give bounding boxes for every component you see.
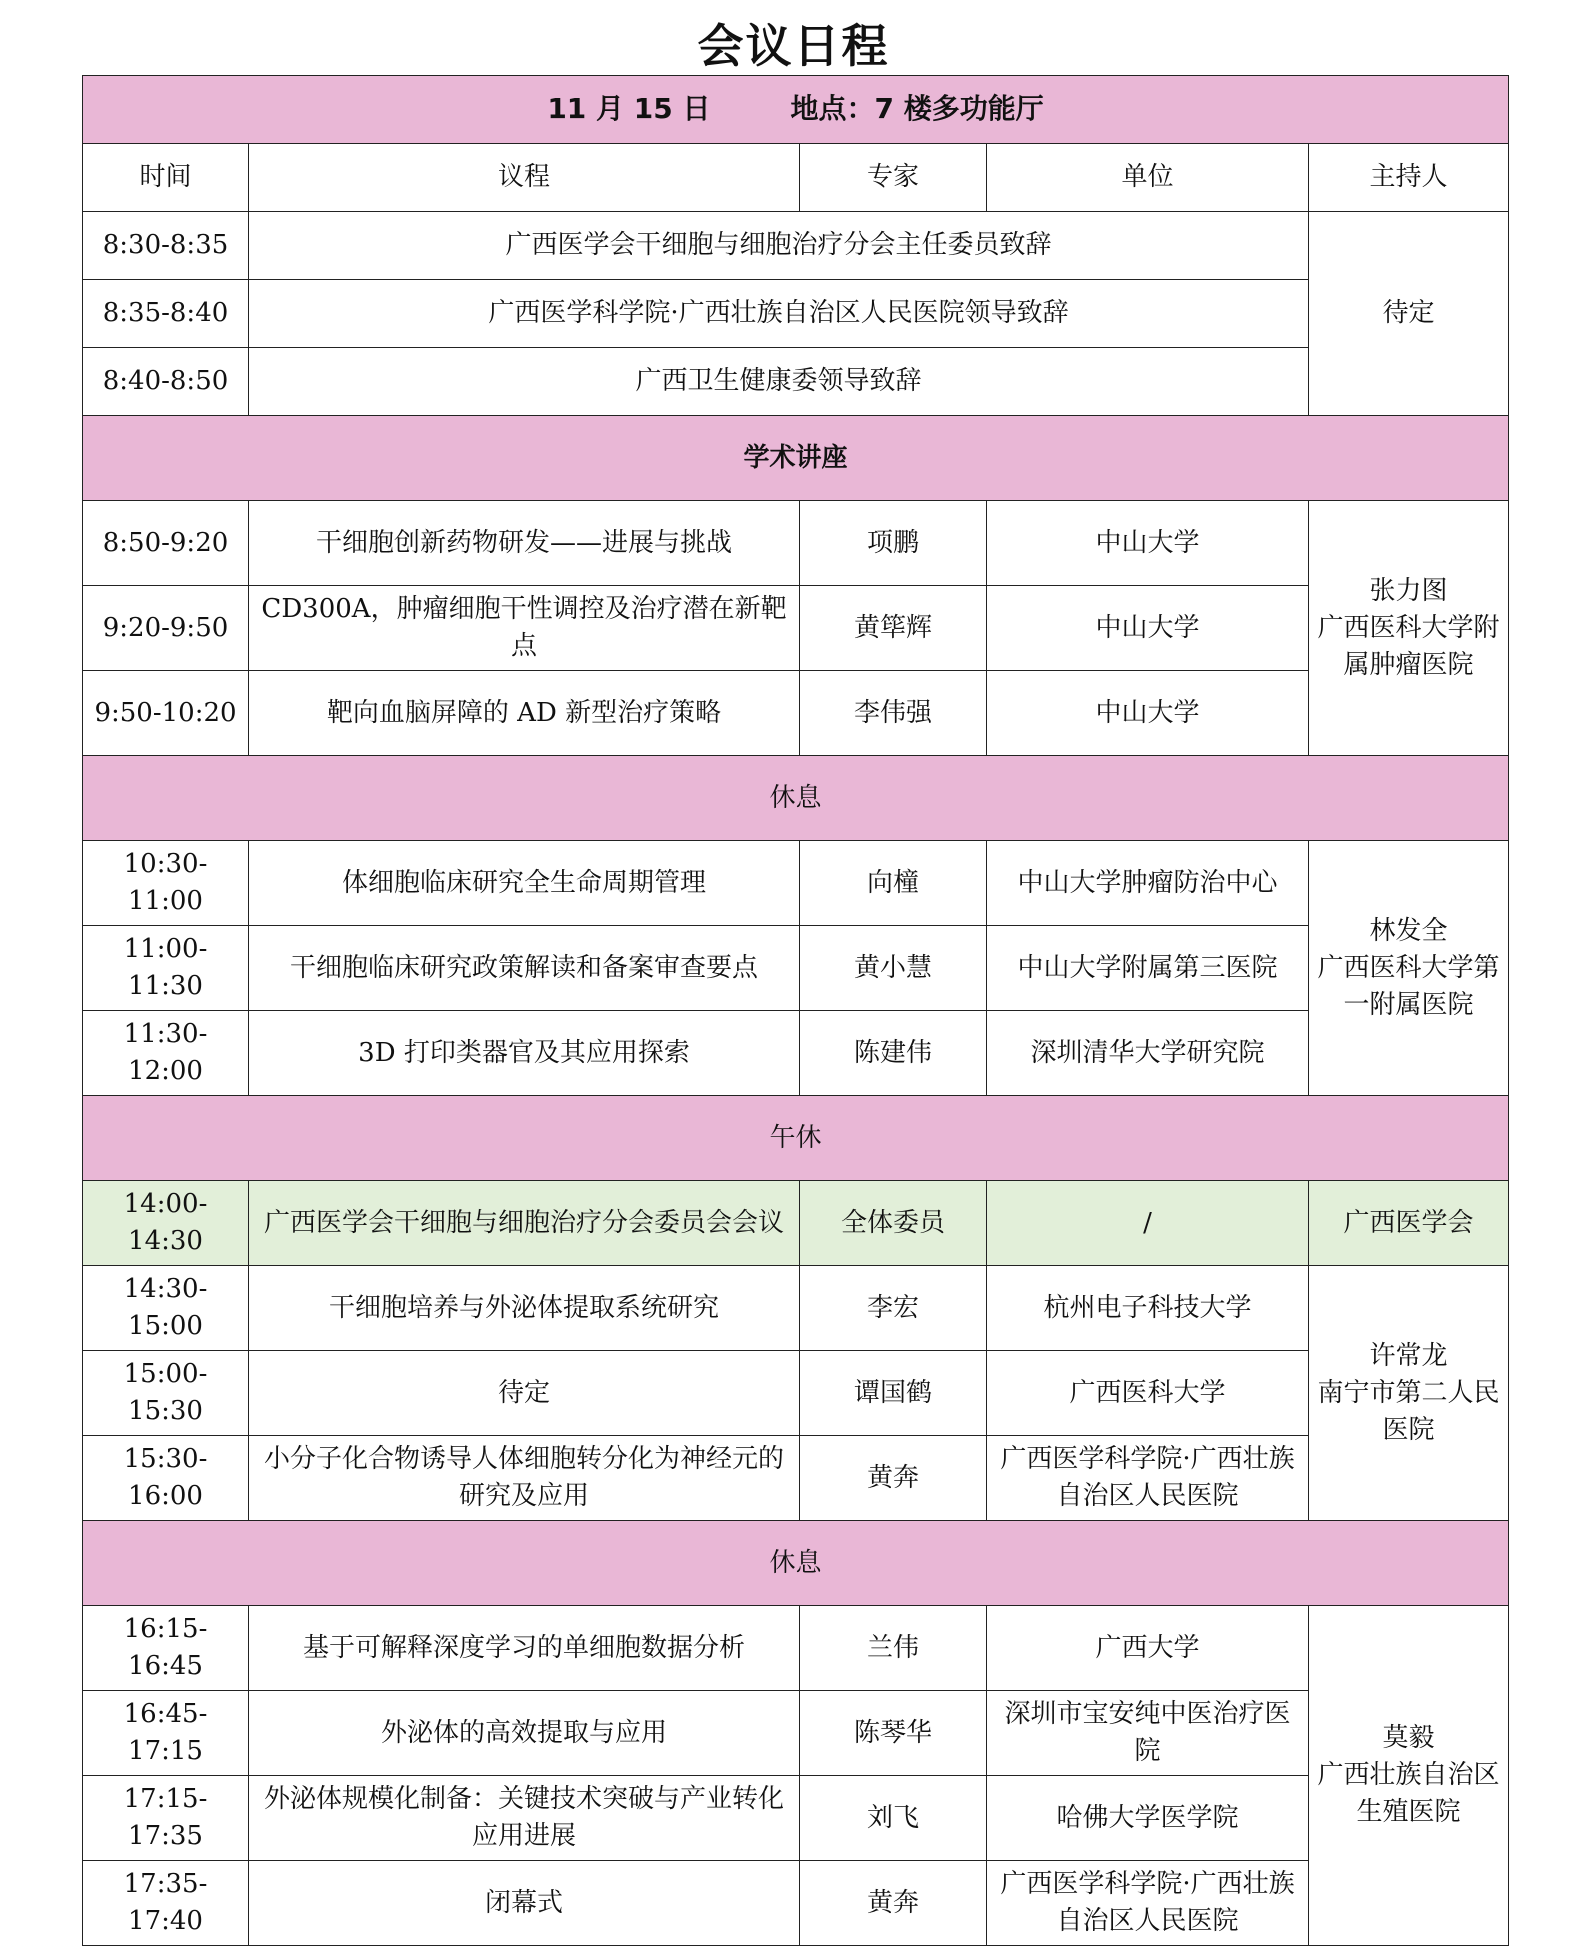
time-cell: 17:15-17:35 [83,1776,249,1861]
unit-cell: 广西医学科学院·广西壮族自治区人民医院 [987,1436,1309,1521]
unit-cell: 杭州电子科技大学 [987,1266,1309,1351]
break-title: 休息 [83,1521,1509,1606]
unit-cell: 中山大学 [987,586,1309,671]
unit-cell: 广西医科大学 [987,1351,1309,1436]
expert-cell: 黄奔 [800,1436,987,1521]
agenda-cell: 干细胞创新药物研发——进展与挑战 [249,501,800,586]
agenda-cell: 体细胞临床研究全生命周期管理 [249,841,800,926]
time-cell: 9:20-9:50 [83,586,249,671]
unit-cell: 中山大学附属第三医院 [987,926,1309,1011]
host-org: 广西医科大学附属肿瘤医院 [1317,612,1500,680]
host-cell [1309,1606,1509,1946]
table-row [83,1011,1509,1096]
agenda-cell: 待定 [249,1351,800,1436]
expert-cell: 刘飞 [800,1776,987,1861]
table-row [83,1691,1509,1776]
location-label: 地点：7 楼多功能厅 [790,92,1044,125]
host-cell [1309,1266,1509,1521]
time-cell: 15:30-16:00 [83,1436,249,1521]
expert-cell: 黄小慧 [800,926,987,1011]
expert-cell: 李伟强 [800,671,987,756]
host-name: 张力图 [1369,575,1448,606]
host-cell [1309,501,1509,756]
expert-cell: 项鹏 [800,501,987,586]
time-cell: 10:30-11:00 [83,841,249,926]
section-row [83,1521,1509,1606]
host-org: 广西医科大学第一附属医院 [1317,952,1500,1020]
host-name: 林发全 [1369,915,1448,946]
table-row [83,1351,1509,1436]
expert-cell: 谭国鹤 [800,1351,987,1436]
table-row [83,671,1509,756]
expert-cell: 向橦 [800,841,987,926]
section-row [83,416,1509,501]
header-agenda: 议程 [249,144,800,212]
agenda-cell: 靶向血脑屏障的 AD 新型治疗策略 [249,671,800,756]
table-header-row [83,144,1509,212]
unit-cell: 中山大学肿瘤防治中心 [987,841,1309,926]
time-cell: 8:30-8:35 [83,212,249,280]
time-cell: 8:50-9:20 [83,501,249,586]
section-title: 学术讲座 [83,416,1509,501]
table-row [83,212,1509,280]
time-cell: 11:00-11:30 [83,926,249,1011]
break-title: 休息 [83,756,1509,841]
table-row [83,926,1509,1011]
unit-cell: / [987,1181,1309,1266]
host-org: 南宁市第二人民医院 [1317,1377,1500,1445]
host-cell [1309,841,1509,1096]
table-row [83,1861,1509,1946]
table-row [83,1606,1509,1691]
agenda-cell: 基于可解释深度学习的单细胞数据分析 [249,1606,800,1691]
host-org: 广西壮族自治区生殖医院 [1317,1760,1500,1827]
agenda-cell: 干细胞培养与外泌体提取系统研究 [249,1266,800,1351]
section-row [83,756,1509,841]
expert-cell: 黄筚辉 [800,586,987,671]
lunch-title: 午休 [83,1096,1509,1181]
expert-cell: 黄奔 [800,1861,987,1946]
header-unit: 单位 [987,144,1309,212]
table-row [83,841,1509,926]
unit-cell: 深圳市宝安纯中医治疗医院 [987,1691,1309,1776]
date-label: 11 月 15 日 [547,92,711,125]
header-expert: 专家 [800,144,987,212]
agenda-cell: 外泌体的高效提取与应用 [249,1691,800,1776]
agenda-cell: CD300A，肿瘤细胞干性调控及治疗潜在新靶点 [249,586,800,671]
unit-cell: 广西大学 [987,1606,1309,1691]
table-row [83,1776,1509,1861]
agenda-cell: 广西卫生健康委领导致辞 [249,348,1309,416]
table-row [83,1266,1509,1351]
expert-cell: 陈琴华 [800,1691,987,1776]
time-cell: 8:35-8:40 [83,280,249,348]
host-name: 许常龙 [1369,1340,1448,1371]
table-row [83,1436,1509,1521]
agenda-cell: 3D 打印类器官及其应用探索 [249,1011,800,1096]
agenda-cell: 干细胞临床研究政策解读和备案审查要点 [249,926,800,1011]
table-row [83,280,1509,348]
time-cell: 9:50-10:20 [83,671,249,756]
time-cell: 11:30-12:00 [83,1011,249,1096]
host-name: 莫毅 [1382,1723,1435,1753]
agenda-cell: 外泌体规模化制备：关键技术突破与产业转化应用进展 [249,1776,800,1861]
agenda-cell: 小分子化合物诱导人体细胞转分化为神经元的研究及应用 [249,1436,800,1521]
table-row [83,348,1509,416]
agenda-cell: 广西医学科学院·广西壮族自治区人民医院领导致辞 [249,280,1309,348]
header-time: 时间 [83,144,249,212]
host-cell: 广西医学会 [1309,1181,1509,1266]
agenda-cell: 广西医学会干细胞与细胞治疗分会委员会会议 [249,1181,800,1266]
unit-cell: 哈佛大学医学院 [987,1776,1309,1861]
committee-row [83,1181,1509,1266]
header-host: 主持人 [1309,144,1509,212]
time-cell: 16:45-17:15 [83,1691,249,1776]
unit-cell: 中山大学 [987,501,1309,586]
unit-cell: 广西医学科学院·广西壮族自治区人民医院 [987,1861,1309,1946]
table-row [83,501,1509,586]
host-cell: 待定 [1309,212,1509,416]
time-cell: 8:40-8:50 [83,348,249,416]
time-cell: 15:00-15:30 [83,1351,249,1436]
expert-cell: 陈建伟 [800,1011,987,1096]
unit-cell: 中山大学 [987,671,1309,756]
time-cell: 14:00-14:30 [83,1181,249,1266]
time-cell: 14:30-15:00 [83,1266,249,1351]
expert-cell: 李宏 [800,1266,987,1351]
expert-cell: 兰伟 [800,1606,987,1691]
time-cell: 17:35-17:40 [83,1861,249,1946]
agenda-cell: 闭幕式 [249,1861,800,1946]
expert-cell: 全体委员 [800,1181,987,1266]
page-title: 会议日程 [697,19,890,73]
time-cell: 16:15-16:45 [83,1606,249,1691]
date-location-bar [83,76,1509,144]
agenda-cell: 广西医学会干细胞与细胞治疗分会主任委员致辞 [249,212,1309,280]
table-row [83,586,1509,671]
section-row [83,1096,1509,1181]
unit-cell: 深圳清华大学研究院 [987,1011,1309,1096]
schedule-table [82,75,1509,1946]
